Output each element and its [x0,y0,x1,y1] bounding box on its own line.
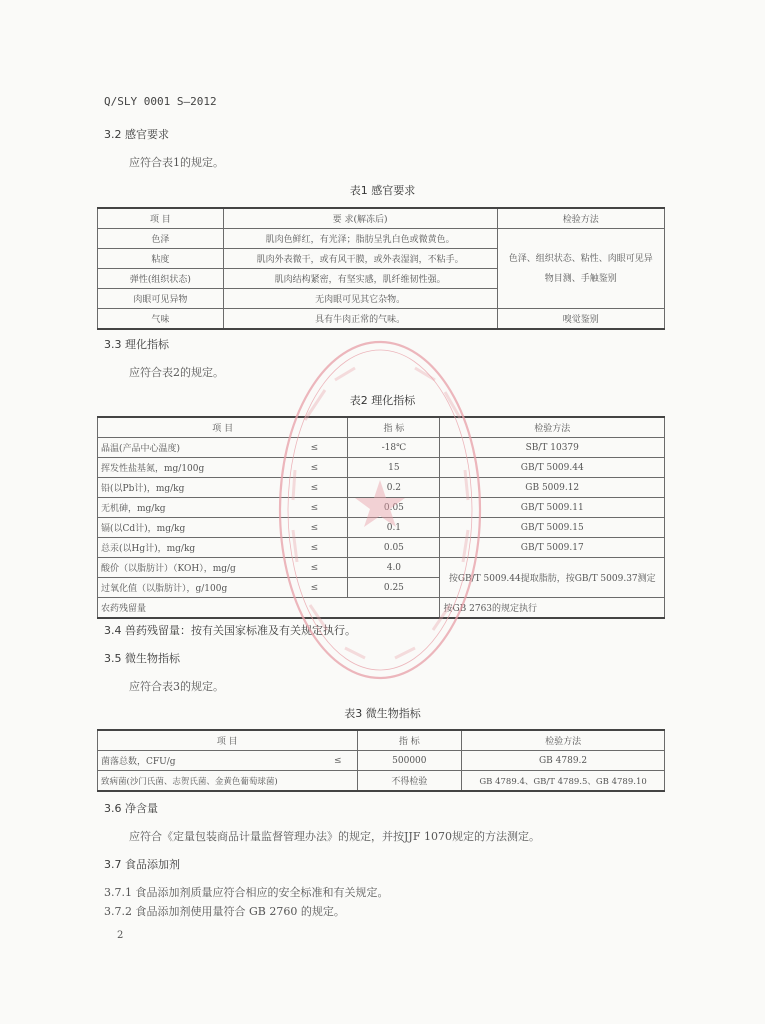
table2-value: 0.1 [348,518,440,538]
table2-method: SB/T 10379 [440,438,665,458]
table-row [98,498,665,518]
table3-symbol: ≤ [319,751,357,771]
table1-req: 无肉眼可见其它杂物。 [223,289,497,309]
table1-item: 粘度 [98,249,224,269]
table2-value: 4.0 [348,558,440,578]
table1-header-req: 要 求(解冻后) [223,208,497,229]
standard-code: Q/SLY 0001 S—2012 [104,95,217,108]
table3-value: 不得检验 [357,771,462,792]
table2-header-method: 检验方法 [440,417,665,438]
table1-header-method: 检验方法 [497,208,665,229]
section-3-3-heading: 3.3 理化指标 [104,338,169,351]
table2-item: 挥发性盐基氮，mg/100g [98,458,282,478]
table2-item: 无机砷，mg/kg [98,498,282,518]
table2-item: 晶温(产品中心温度) [98,438,282,458]
table-row [98,458,665,478]
table1-item: 色泽 [98,229,224,249]
table2-symbol: ≤ [282,538,348,558]
table3-microbiological [97,729,665,792]
table2-symbol: ≤ [282,498,348,518]
table2-value: 0.05 [348,498,440,518]
table3-value: 500000 [357,751,462,771]
table1-req: 具有牛肉正常的气味。 [223,309,497,330]
table2-value: 0.05 [348,538,440,558]
section-3-7-2-text: 3.7.2 食品添加剂使用量符合 GB 2760 的规定。 [104,905,345,918]
table2-symbol: ≤ [282,518,348,538]
table2-symbol: ≤ [282,478,348,498]
section-3-3-text: 应符合表2的规定。 [129,366,224,379]
table2-pesticide-item: 农药残留量 [98,598,440,619]
table2-item: 过氧化值（以脂肪计），g/100g [98,578,282,598]
table2-method-merged: 按GB/T 5009.44提取脂肪，按GB/T 5009.37测定 [440,558,665,598]
table2-item: 总汞(以Hg计)，mg/kg [98,538,282,558]
section-3-5-text: 应符合表3的规定。 [129,680,224,693]
section-3-5-heading: 3.5 微生物指标 [104,652,180,665]
table1-caption: 表1 感官要求 [349,184,416,197]
table1-method-smell: 嗅觉鉴别 [497,309,665,330]
table1-method-merged: 色泽、组织状态、粘性、肉眼可见异物目测、手触鉴别 [497,229,665,309]
table3-item: 菌落总数，CFU/g [98,751,320,771]
table2-pesticide-method: 按GB 2763的规定执行 [440,598,665,619]
table-row [98,229,665,249]
table-row [98,438,665,458]
table3-method: GB 4789.4、GB/T 4789.5、GB 4789.10 [462,771,665,792]
table3-method: GB 4789.2 [462,751,665,771]
table1-item: 弹性(组织状态) [98,269,224,289]
table-row [98,558,665,578]
table2-value: 15 [348,458,440,478]
table2-header-item: 项 目 [98,417,348,438]
section-3-7-heading: 3.7 食品添加剂 [104,858,180,871]
table3-header-value: 指 标 [357,730,462,751]
page-number: 2 [117,930,124,941]
table-row [98,478,665,498]
table-row [98,309,665,330]
table2-method: GB/T 5009.44 [440,458,665,478]
table2-method: GB/T 5009.17 [440,538,665,558]
table3-header-item: 项 目 [98,730,358,751]
table1-req: 肌肉结构紧密，有坚实感，肌纤维韧性强。 [223,269,497,289]
table1-item: 气味 [98,309,224,330]
table2-item: 铅(以Pb计)，mg/kg [98,478,282,498]
table2-item: 酸价（以脂肪计）（KOH），mg/g [98,558,282,578]
table2-method: GB/T 5009.15 [440,518,665,538]
table2-value: -18℃ [348,438,440,458]
table2-symbol: ≤ [282,578,348,598]
table-row [98,771,665,792]
table1-header-item: 项 目 [98,208,224,229]
section-3-2-text: 应符合表1的规定。 [129,156,224,169]
table3-caption: 表3 微生物指标 [344,707,421,720]
table2-symbol: ≤ [282,458,348,478]
section-3-6-heading: 3.6 净含量 [104,802,158,815]
table2-item: 镉(以Cd计)，mg/kg [98,518,282,538]
table2-caption: 表2 理化指标 [349,394,416,407]
table1-req: 肌肉色鲜红，有光泽；脂肪呈乳白色或微黄色。 [223,229,497,249]
table2-symbol: ≤ [282,558,348,578]
table2-symbol: ≤ [282,438,348,458]
table-row [98,518,665,538]
table2-method: GB 5009.12 [440,478,665,498]
table1-req: 肌肉外表微干，或有风干膜，或外表湿润，不粘手。 [223,249,497,269]
table-row [98,598,665,619]
table-row [98,538,665,558]
table2-physicochemical [97,416,665,619]
table2-value: 0.2 [348,478,440,498]
table2-value: 0.25 [348,578,440,598]
table3-item: 致病菌(沙门氏菌、志贺氏菌、金黄色葡萄球菌) [98,771,358,792]
section-3-6-text: 应符合《定量包装商品计量监督管理办法》的规定，并按JJF 1070规定的方法测定。 [129,830,540,843]
table1-item: 肉眼可见异物 [98,289,224,309]
table-row [98,751,665,771]
table2-header-value: 指 标 [348,417,440,438]
table1-sensory [97,207,665,330]
table2-method: GB/T 5009.11 [440,498,665,518]
table3-header-method: 检验方法 [462,730,665,751]
section-3-4-heading: 3.4 兽药残留量：按有关国家标准及有关规定执行。 [104,624,356,637]
section-3-2-heading: 3.2 感官要求 [104,128,169,141]
section-3-7-1-text: 3.7.1 食品添加剂质量应符合相应的安全标准和有关规定。 [104,886,389,899]
